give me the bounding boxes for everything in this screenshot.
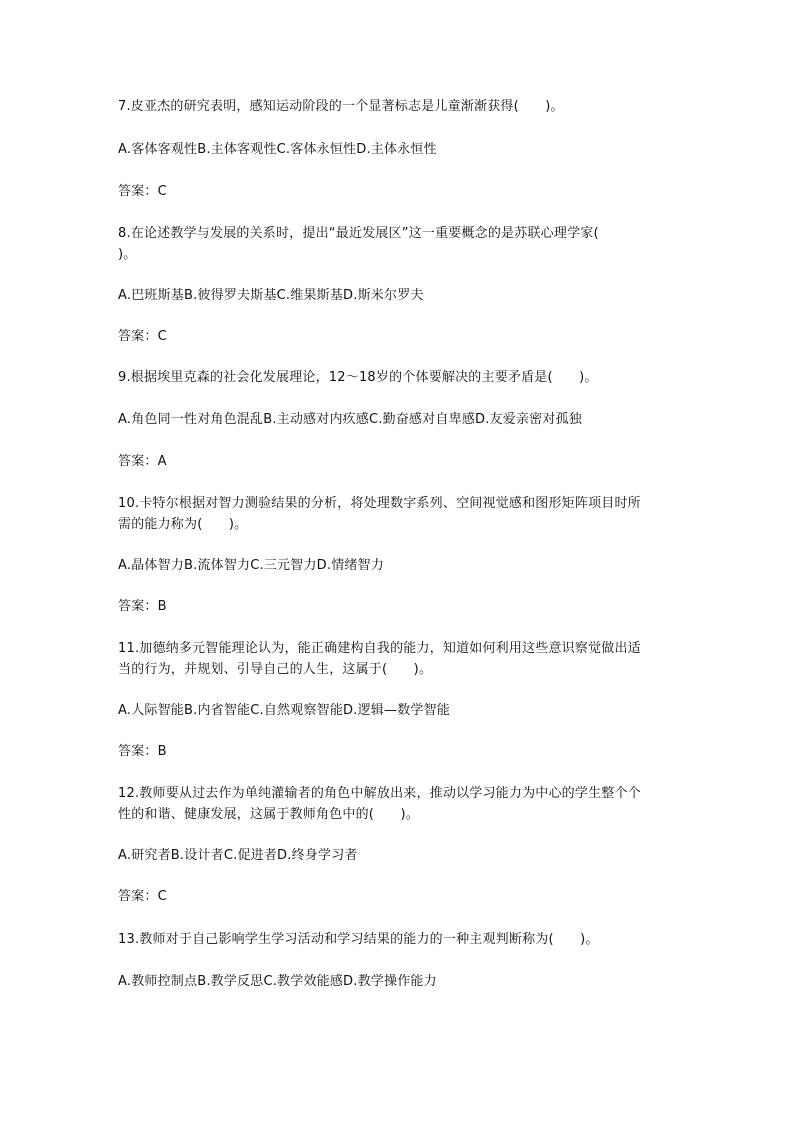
question-8-stem-line-2: )。	[118, 247, 137, 262]
question-9-answer: 答案：A	[118, 454, 167, 469]
question-10-stem-line-2: 需的能力称为( )。	[118, 517, 248, 532]
question-12-answer: 答案：C	[118, 889, 167, 904]
question-13-stem: 13.教师对于自己影响学生学习活动和学习结果的能力的一种主观判断称为( )。	[118, 932, 599, 947]
question-11-options: A.人际智能B.内省智能C.自然观察智能D.逻辑—数学智能	[118, 703, 450, 718]
question-12-stem-line-1: 12.教师要从过去作为单纯灌输者的角色中解放出来，推动以学习能力为中心的学生整个个	[118, 786, 641, 801]
question-12-stem-line-2: 性的和谐、健康发展，这属于教师角色中的( )。	[118, 807, 419, 822]
question-13-options: A.教师控制点B.教学反思C.教学效能感D.教学操作能力	[118, 974, 437, 989]
question-11-stem-line-1: 11.加德纳多元智能理论认为，能正确建构自我的能力，知道如何利用这些意识察觉做出适	[118, 641, 641, 656]
question-8-options: A.巴班斯基B.彼得罗夫斯基C.维果斯基D.斯米尔罗夫	[118, 288, 424, 303]
question-12-options: A.研究者B.设计者C.促进者D.终身学习者	[118, 848, 358, 863]
question-9-options: A.角色同一性对角色混乱B.主动感对内疚感C.勤奋感对自卑感D.友爱亲密对孤独	[118, 412, 583, 427]
question-7-stem: 7.皮亚杰的研究表明，感知运动阶段的一个显著标志是儿童渐渐获得( )。	[118, 99, 564, 114]
question-9-stem: 9.根据埃里克森的社会化发展理论，12～18岁的个体要解决的主要矛盾是( )。	[118, 370, 598, 385]
question-11-answer: 答案：B	[118, 744, 167, 759]
question-10-answer: 答案：B	[118, 599, 167, 614]
question-8-stem-line-1: 8.在论述教学与发展的关系时，提出“最近发展区”这一重要概念的是苏联心理学家(	[118, 226, 599, 241]
question-7-answer: 答案：C	[118, 184, 167, 199]
question-7-options: A.客体客观性B.主体客观性C.客体永恒性D.主体永恒性	[118, 142, 437, 157]
question-11-stem-line-2: 当的行为，并规划、引导自己的人生，这属于( )。	[118, 662, 433, 677]
question-10-options: A.晶体智力B.流体智力C.三元智力D.情绪智力	[118, 558, 384, 573]
question-8-answer: 答案：C	[118, 329, 167, 344]
question-10-stem-line-1: 10.卡特尔根据对智力测验结果的分析，将处理数字系列、空间视觉感和图形矩阵项目时所	[118, 496, 641, 511]
